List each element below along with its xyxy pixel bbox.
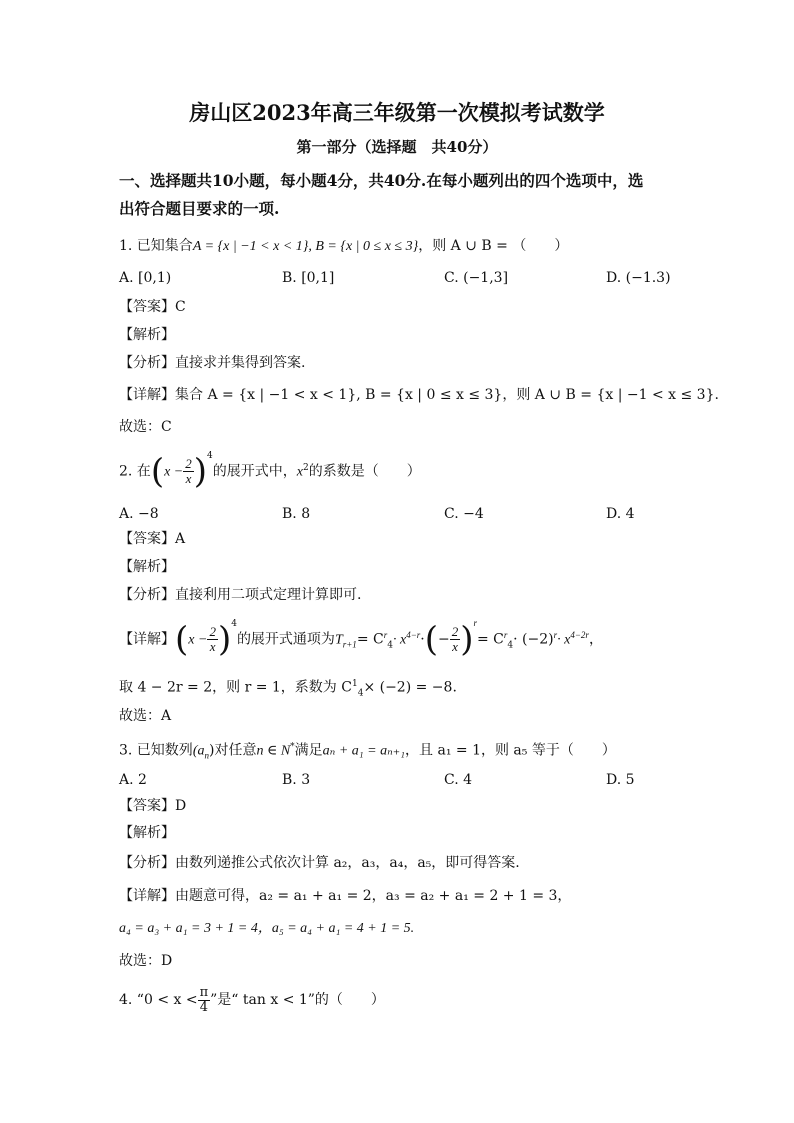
question-2-choose: 故选：A bbox=[119, 708, 172, 724]
question-1-ask: ，则 A ∪ B = （ ） bbox=[418, 238, 569, 254]
set-b: , B = {x | 0 ≤ x ≤ 3} bbox=[308, 239, 419, 254]
question-3-analysis-label: 【解析】 bbox=[119, 825, 175, 841]
question-2-detail-line2: 取 4 − 2r = 2，则 r = 1，系数为 $C^1_4\times (-2) = -8$. bbox=[119, 679, 457, 699]
question-3-fenxi: 【分析】由数列递推公式依次计算 a₂，a₃，a₄，a₅，即可得答案. bbox=[119, 855, 520, 871]
question-3-stem: 3. 已知数列$(a_n)$对任意n ∈ N*满足aₙ + a₁ = aₙ₊₁，且 a₁ = 1，则 a₅ 等于（ ） bbox=[119, 742, 616, 761]
question-1-option-c: C. (−1,3] bbox=[444, 270, 509, 286]
question-1-answer: 【答案】C bbox=[119, 299, 186, 315]
recurrence: aₙ + a₁ = aₙ₊₁ bbox=[322, 743, 406, 759]
question-3-detail: 【详解】由题意可得，a₂ = a₁ + a₁ = 2，a₃ = a₂ + a₁ = 2 + 1 = 3， bbox=[119, 888, 572, 904]
fraction-2-over-x: $\frac{2}{x}$ bbox=[185, 456, 192, 487]
question-3-option-d: D. 5 bbox=[606, 772, 635, 788]
question-4-stem: 4. “0 < x < $\frac{\pi}{4}$ ”是“ tan x < 1”的（ ） bbox=[119, 984, 385, 1015]
question-3-option-a: A. 2 bbox=[119, 772, 147, 788]
question-1-detail: 【详解】集合 A = {x | −1 < x < 1}, B = {x | 0 ≤ x ≤ 3}，则 A ∪ B = {x | −1 < x ≤ 3}. bbox=[119, 387, 719, 403]
question-3-choose: 故选：D bbox=[119, 953, 173, 969]
question-3-answer: 【答案】D bbox=[119, 798, 187, 814]
page-title: 房山区2023年高三年级第一次模拟考试数学 bbox=[189, 100, 605, 125]
question-2-analysis-label: 【解析】 bbox=[119, 559, 175, 575]
right-paren: ) bbox=[193, 451, 208, 492]
question-2-detail: 【详解】(x − $\frac{2}{x}$ )$^4$的展开式通项为$T_{r+1}= C^r_4\cdot x^{4-r}\cdot(-$ $\frac{2}{x}$ )$^r= C^r_4\cdot (-2)^r\cdot x^{4-2r}$， bbox=[119, 618, 603, 660]
section-instructions-line1: 一、选择题共10小题，每小题4分，共40分.在每小题列出的四个选项中，选 bbox=[119, 171, 644, 190]
question-1-option-a: A. [0,1) bbox=[119, 270, 172, 286]
question-3-option-b: B. 3 bbox=[282, 772, 311, 788]
page-subtitle: 第一部分（选择题 共40分） bbox=[296, 138, 498, 156]
question-1-option-d: D. (−1.3) bbox=[606, 270, 671, 286]
question-3-option-c: C. 4 bbox=[444, 772, 473, 788]
question-2-option-c: C. −4 bbox=[444, 506, 484, 522]
question-2-fenxi: 【分析】直接利用二项式定理计算即可. bbox=[119, 587, 362, 603]
question-2-option-b: B. 8 bbox=[282, 506, 311, 522]
question-1-choose: 故选：C bbox=[119, 419, 172, 435]
section-instructions-line2: 出符合题目要求的一项. bbox=[119, 199, 280, 218]
question-1-option-b: B. [0,1] bbox=[282, 270, 335, 286]
question-2-answer: 【答案】A bbox=[119, 531, 186, 547]
question-1-analysis-label: 【解析】 bbox=[119, 327, 175, 343]
question-1-stem: 1. 已知集合A = {x | −1 < x < 1}, B = {x | 0 ≤ x ≤ 3}，则 A ∪ B = （ ） bbox=[119, 238, 569, 254]
question-1-fenxi: 【分析】直接求并集得到答案. bbox=[119, 355, 306, 371]
question-2-stem: 2. 在(x − $\frac{2}{x}$ )$^4$的展开式中，$x^2$的系数是（ ） bbox=[119, 451, 421, 492]
question-2-option-d: D. 4 bbox=[606, 506, 635, 522]
fraction-pi-over-4: $\frac{\pi}{4}$ bbox=[199, 984, 209, 1015]
left-paren: ( bbox=[150, 451, 165, 492]
set-a: A = {x | −1 < x < 1} bbox=[192, 239, 309, 254]
question-3-detail-line2: a₄ = a₃ + a₁ = 3 + 1 = 4，a₅ = a₄ + a₁ = 4 + 1 = 5. bbox=[119, 921, 415, 936]
question-2-option-a: A. −8 bbox=[119, 506, 159, 522]
